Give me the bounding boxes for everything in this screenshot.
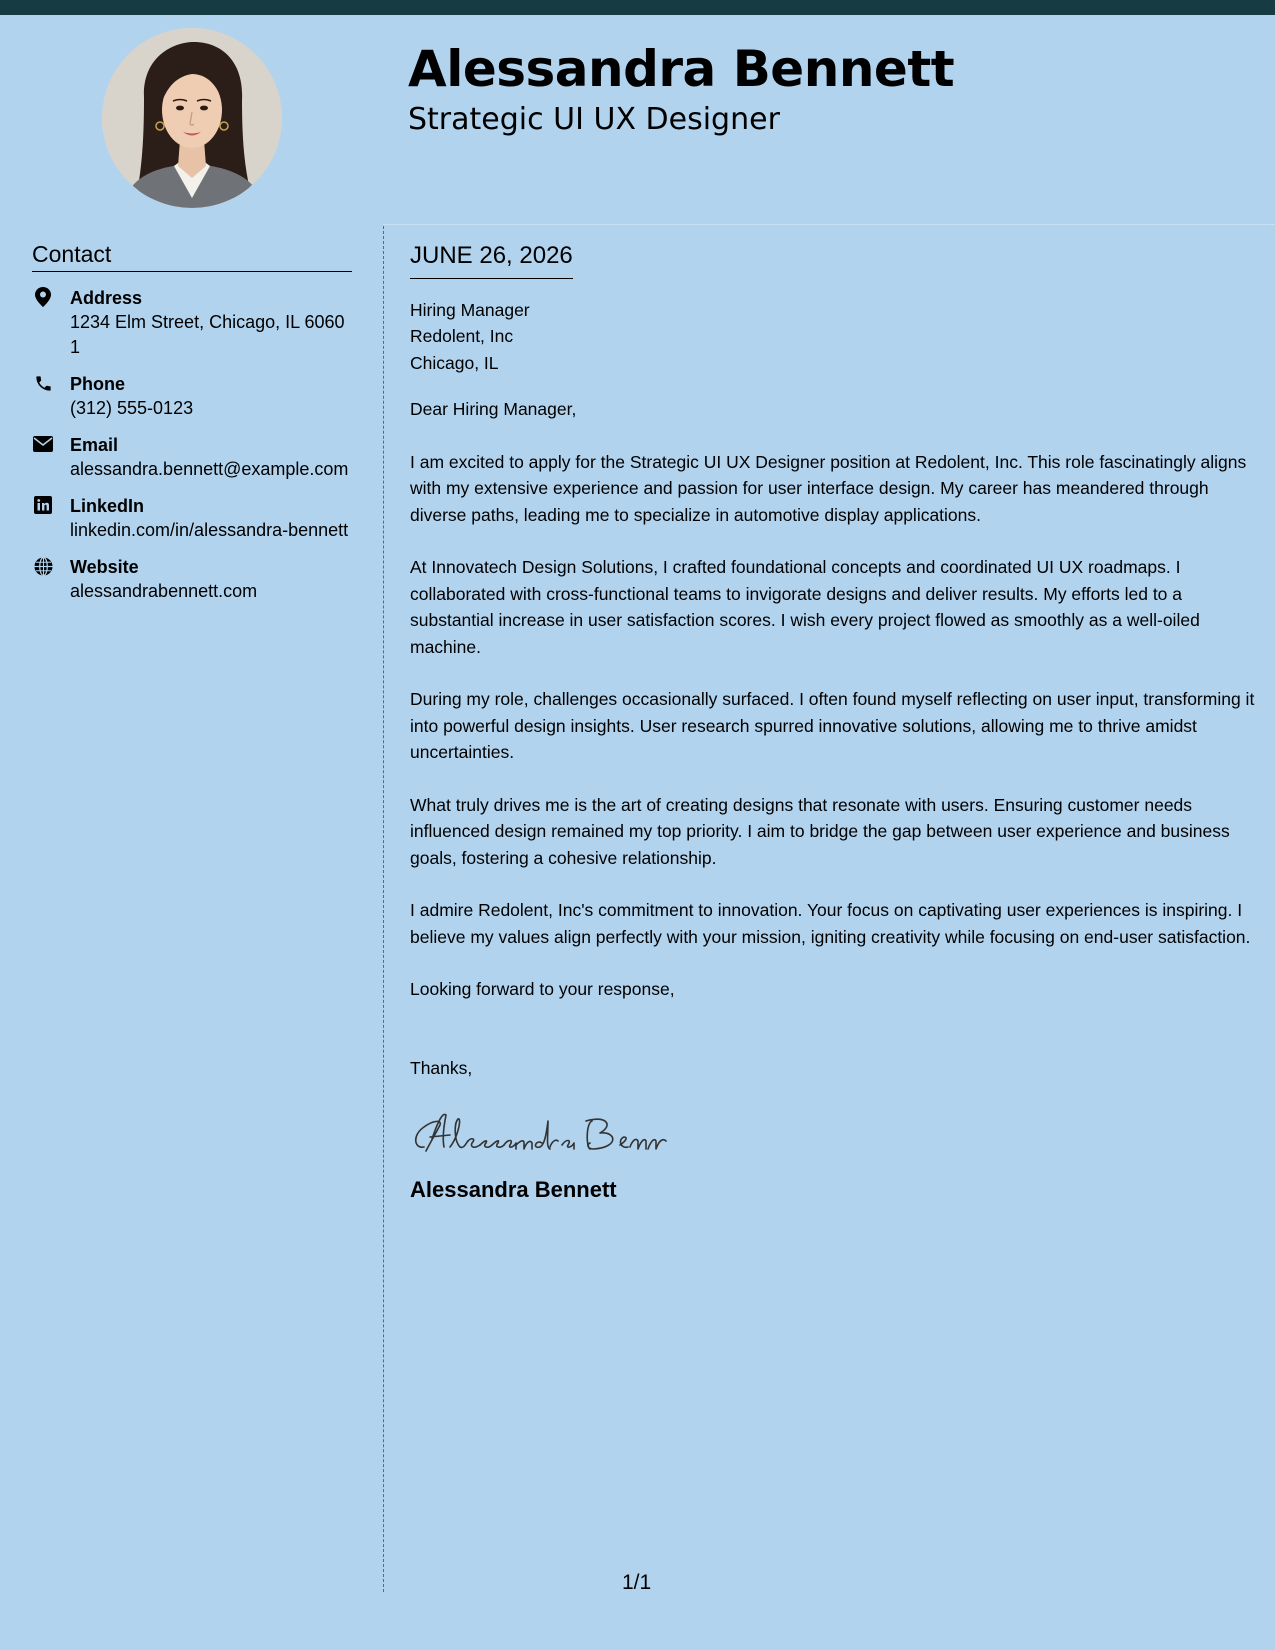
linkedin-label: LinkedIn (70, 496, 145, 517)
paragraph-5: I admire Redolent, Inc's commitment to innovation. Your focus on captivating user experiences is inspiring. I believe my values align perfectly with your mission, igniting creativity while focusing on end-user satisfaction. (410, 900, 1251, 947)
salutation: Dear Hiring Manager, (410, 399, 577, 420)
email-label: Email (70, 435, 119, 456)
closing-line: Looking forward to your response, (410, 979, 675, 1000)
paragraph-4: What truly drives me is the art of creating designs that resonate with users. Ensuring customer needs influenced design remained my top priority. I aim to bridge the gap between user experience and business goals, fostering a cohesive relationship. (410, 794, 1230, 868)
letter-body (410, 242, 1256, 1204)
paragraph-1: I am excited to apply for the Strategic UI UX Designer position at Redolent, Inc. This role fascinatingly aligns with my extensive experience and passion for user interface design. My career has meandered through diverse paths, leading me to specialize in automotive display applications. (410, 451, 1247, 525)
thanks-line: Thanks, (410, 1057, 473, 1078)
column-divider (383, 226, 384, 1592)
recipient-name: Hiring Manager (410, 299, 530, 320)
signed-name: Alessandra Bennett (410, 1177, 617, 1203)
contact-heading: Contact (32, 241, 352, 272)
contact-linkedin (32, 494, 352, 543)
globe-icon (32, 555, 54, 577)
email-value: alessandra.bennett@example.com (70, 459, 349, 480)
envelope-icon (32, 433, 54, 455)
recipient-block (410, 297, 1256, 377)
profile-photo (102, 28, 282, 208)
paragraph-2: At Innovatech Design Solutions, I crafted foundational concepts and coordinated UI UX roadmaps. I collaborated with cross-functional teams to invigorate designs and deliver results. My efforts led to a substantial increase in user satisfaction scores. I wish every project flowed as smoothly as a well-oiled machine. (410, 557, 1200, 657)
recipient-location: Chicago, IL (410, 352, 499, 373)
phone-value: (312) 555-0123 (70, 398, 194, 419)
address-value: 1234 Elm Street, Chicago, IL 60601 (70, 312, 345, 358)
header-divider (383, 224, 1275, 225)
letter-date: JUNE 26, 2026 (410, 242, 573, 279)
linkedin-icon (32, 494, 54, 516)
contact-sidebar (32, 241, 352, 616)
phone-icon (32, 372, 54, 394)
applicant-name: Alessandra Bennett (408, 40, 955, 98)
contact-phone (32, 372, 352, 421)
contact-address (32, 286, 352, 360)
linkedin-value: linkedin.com/in/alessandra-bennett (70, 520, 349, 541)
contact-email (32, 433, 352, 482)
paragraph-3: During my role, challenges occasionally surfaced. I often found myself reflecting on user input, transforming it into powerful design insights. User research spurred innovative solutions, allowing me to thrive amidst uncertainties. (410, 689, 1255, 763)
website-label: Website (70, 557, 139, 578)
contact-website (32, 555, 352, 604)
address-label: Address (70, 288, 143, 309)
top-bar (0, 0, 1275, 15)
phone-label: Phone (70, 374, 126, 395)
recipient-company: Redolent, Inc (410, 326, 514, 347)
page-number: 1/1 (622, 1571, 652, 1594)
handwritten-signature (410, 1107, 670, 1157)
map-pin-icon (32, 286, 54, 308)
applicant-role: Strategic UI UX Designer (408, 102, 780, 137)
website-value: alessandrabennett.com (70, 581, 258, 602)
